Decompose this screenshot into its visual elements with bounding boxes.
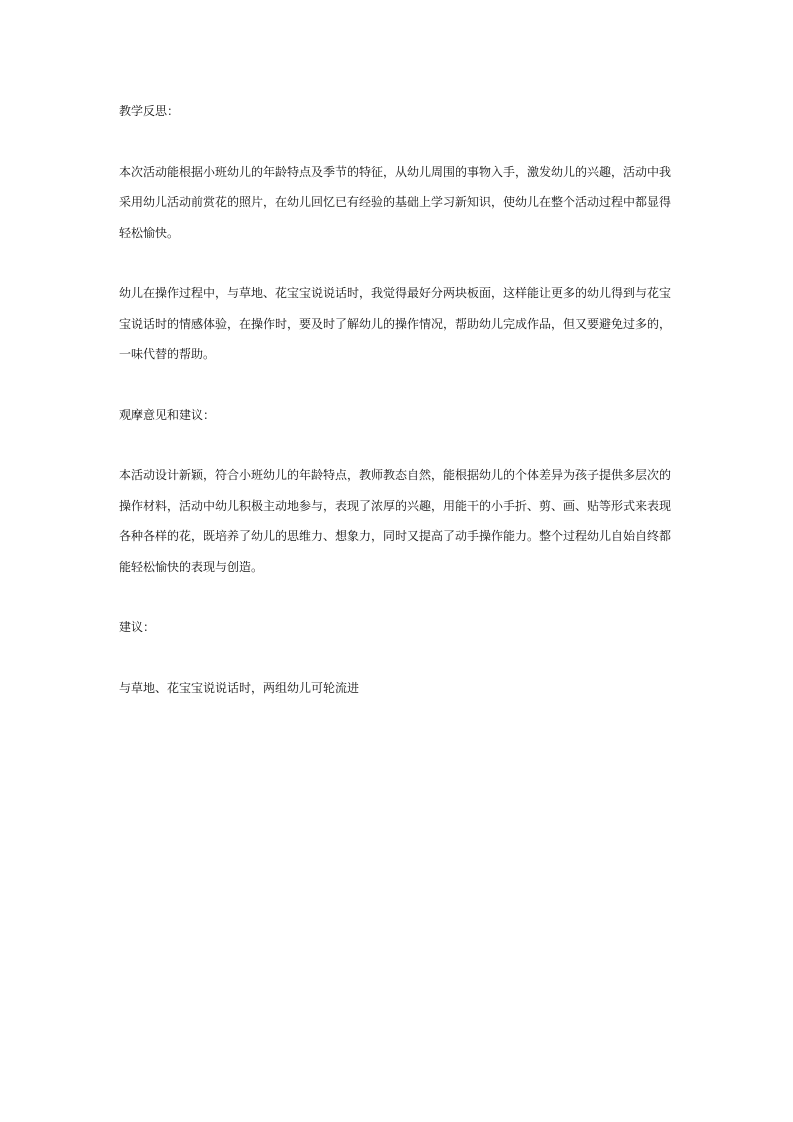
section-heading-teaching-reflection: 教学反思： [119,104,180,118]
document-body [119,96,679,703]
section-heading-observation-comments: 观摩意见和建议： [119,407,216,422]
paragraph-spacer [119,643,679,673]
paragraph-suggestion-1: 与草地、花宝宝说说话时，两组幼儿可轮流进 [119,680,360,695]
paragraph-observation-1: 本活动设计新颖，符合小班幼儿的年龄特点，教师教态自然，能根据幼儿的个体差异为孩子提供多层次的操作材料，活动中幼儿积极主动地参与，表现了浓厚的兴趣，用能干的小手折、剪、画、贴等形式来表现各种各样的花，既培养了幼儿的思维力、想象力，同时又提高了动手操作能力。整个过程幼儿自始自终都能轻松愉快的表现与创造。 [119,468,672,574]
paragraph-spacer [119,582,679,612]
paragraph-spacer [119,370,679,400]
section-heading-suggestions: 建议： [119,620,156,634]
paragraph-spacer [119,248,679,278]
paragraph-spacer [119,127,679,157]
paragraph-reflection-2: 幼儿在操作过程中，与草地、花宝宝说说话时，我觉得最好分两块板面，这样能让更多的幼儿得到与花宝宝说话时的情感体验，在操作时，要及时了解幼儿的操作情况，帮助幼儿完成作品，但又要避免过多的，一味代替的帮助。 [119,286,672,361]
paragraph-spacer [119,430,679,460]
paragraph-reflection-1: 本次活动能根据小班幼儿的年龄特点及季节的特征，从幼儿周围的事物入手，激发幼儿的兴趣，活动中我采用幼儿活动前赏花的照片，在幼儿回忆已有经验的基础上学习新知识，使幼儿在整个活动过程中都显得轻松愉快。 [119,164,672,240]
